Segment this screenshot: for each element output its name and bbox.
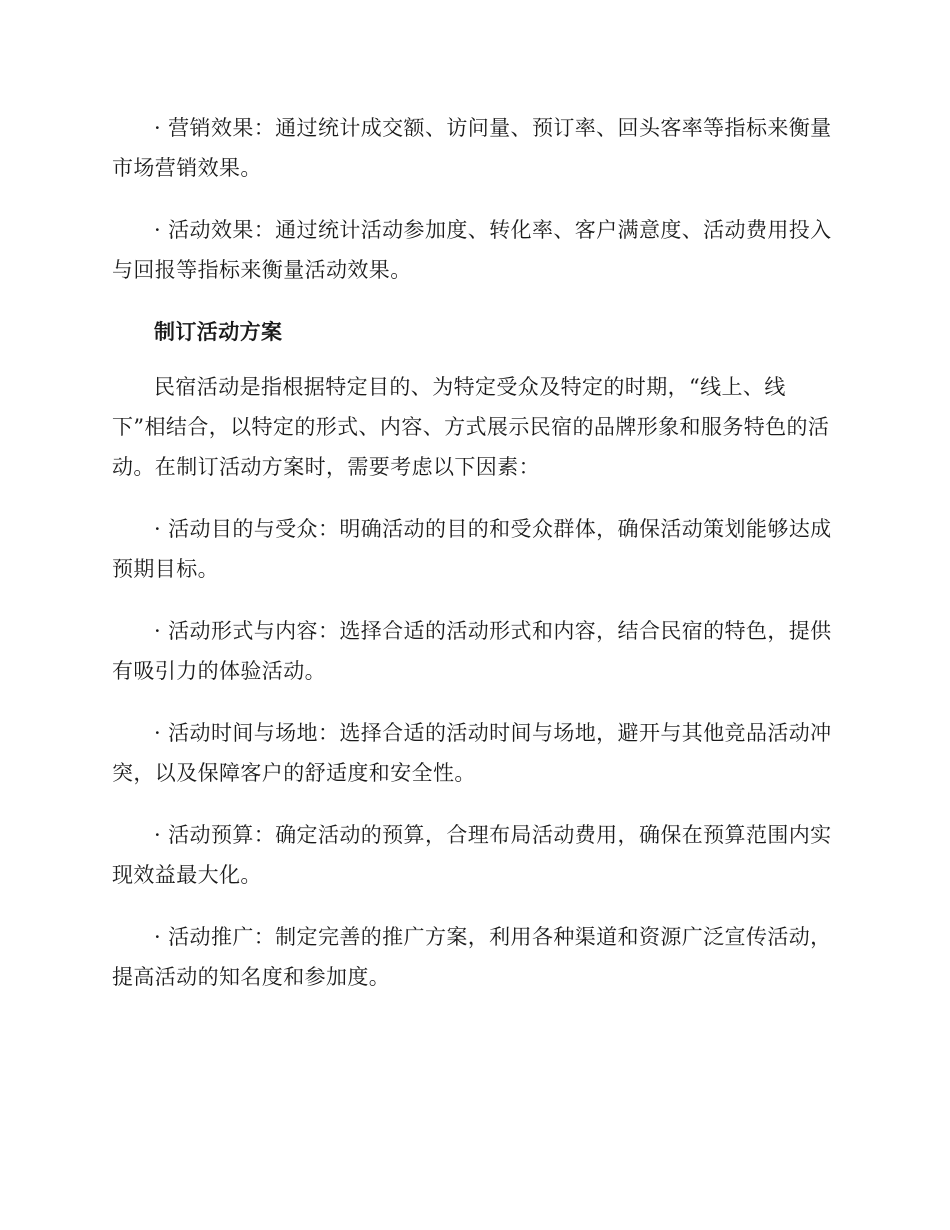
bullet-marketing-effect: · 营销效果：通过统计成交额、访问量、预订率、回头客率等指标来衡量市场营销效果。	[112, 116, 832, 180]
intro-paragraph: 民宿活动是指根据特定目的、为特定受众及特定的时期，“线上、线下”相结合，以特定的形式、内容、方式展示民宿的品牌形象和服务特色的活动。在制订活动方案时，需要考虑以下因素：	[112, 375, 830, 479]
document-body	[112, 108, 837, 1019]
bullet-purpose-audience: · 活动目的与受众：明确活动的目的和受众群体，确保活动策划能够达成预期目标。	[112, 517, 832, 581]
bullet-budget: · 活动预算：确定活动的预算，合理布局活动费用，确保在预算范围内实现效益最大化。	[112, 823, 832, 887]
bullet-promotion: · 活动推广：制定完善的推广方案，利用各种渠道和资源广泛宣传活动，提高活动的知名度和参加度。	[112, 925, 832, 989]
bullet-time-venue: · 活动时间与场地：选择合适的活动时间与场地，避开与其他竞品活动冲突，以及保障客户的舒适度和安全性。	[112, 721, 832, 785]
bullet-activity-effect: · 活动效果：通过统计活动参加度、转化率、客户满意度、活动费用投入与回报等指标来衡量活动效果。	[112, 218, 832, 282]
section-heading: 制订活动方案	[154, 320, 283, 344]
bullet-form-content: · 活动形式与内容：选择合适的活动形式和内容，结合民宿的特色，提供有吸引力的体验活动。	[112, 619, 832, 683]
